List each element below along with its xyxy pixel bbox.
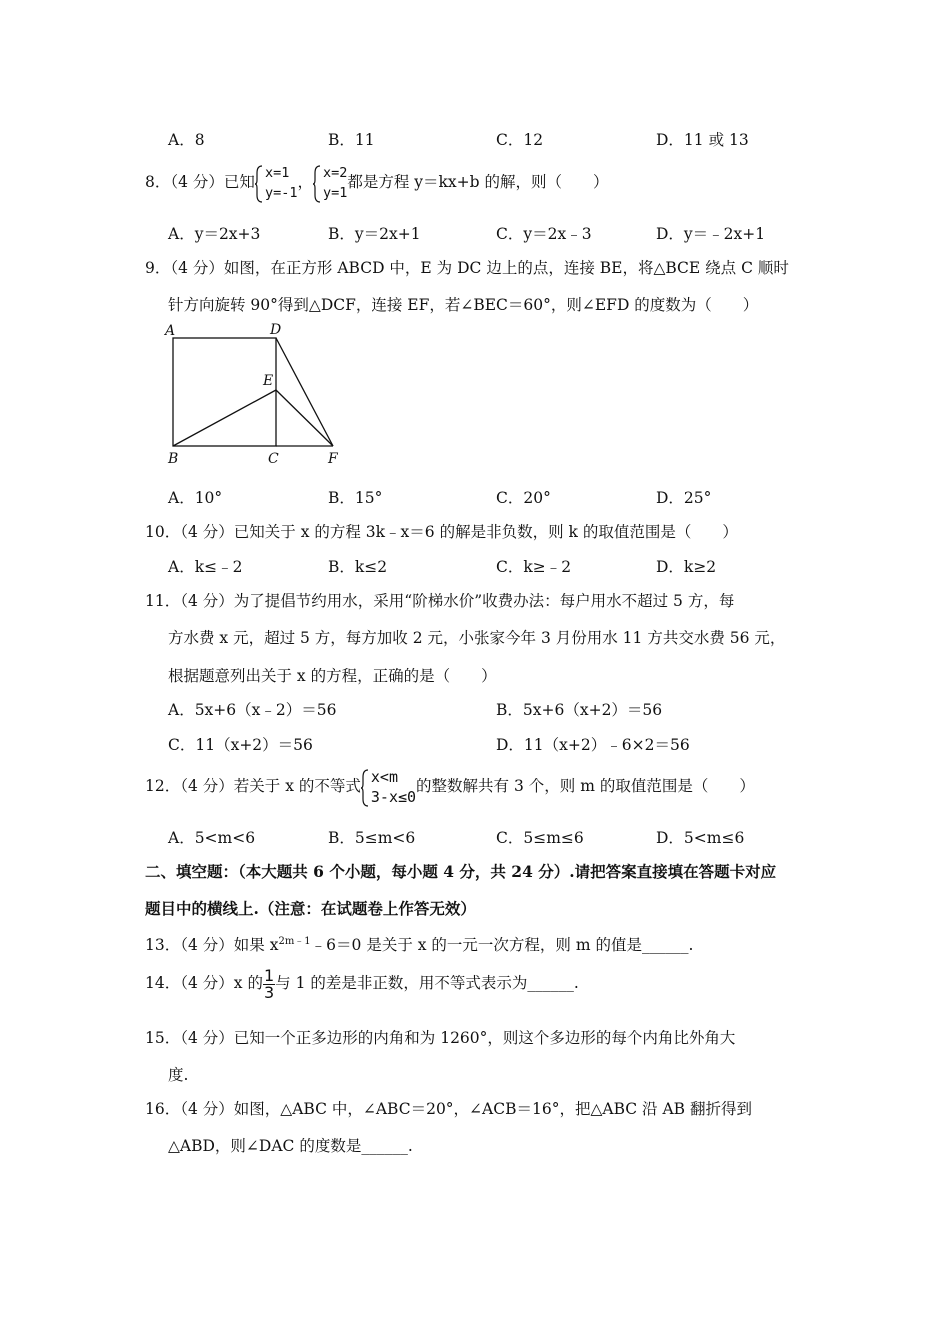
q13-text-b: ﹣6＝0 是关于 x 的一元一次方程，则 m 的值是______. [310, 936, 694, 955]
q16-line2: △ABD，则∠DAC 的度数是______. [168, 1137, 413, 1155]
label-f: F [328, 451, 338, 467]
label-d: D [270, 322, 282, 338]
q7-option-b: B．11 [328, 131, 375, 149]
q10-option-c: C．k≥﹣2 [496, 558, 572, 576]
q11-line2: 方水费 x 元，超过 5 方，每方加收 2 元，小张家今年 3 月份用水 11 方共交水费 56 元， [168, 629, 786, 647]
q13-number: 13． [145, 936, 181, 955]
q12-option-b: B．5≤m<6 [328, 829, 416, 847]
q9-option-b: B．15° [328, 489, 383, 507]
q8-option-c: C．y＝2x﹣3 [496, 225, 592, 243]
q8-option-b: B．y＝2x+1 [328, 225, 421, 243]
q14-text-a: x 的 [233, 974, 263, 992]
q12-option-d: D．5<m≤6 [656, 829, 745, 847]
left-brace-icon [255, 165, 263, 203]
segment-be [173, 390, 276, 446]
q13-text-a: 如果 x [233, 936, 279, 955]
q12-option-a: A．5<m<6 [168, 829, 256, 847]
q13-exponent: 2m﹣1 [278, 936, 311, 947]
label-b: B [168, 451, 179, 467]
q9-line1 [145, 256, 789, 278]
q12-text-before: 若关于 x 的不等式 [233, 777, 361, 795]
q15-line2: 度. [168, 1066, 189, 1084]
q16-line1 [145, 1097, 752, 1119]
q10-option-a: A．k≤﹣2 [168, 558, 243, 576]
q9-option-a: A．10° [168, 489, 223, 507]
q12-number: 12． [145, 777, 181, 795]
q14-fraction [263, 965, 275, 1002]
q10-option-b: B．k≤2 [328, 558, 388, 576]
q8-sys2-eq1: x=2 [322, 165, 348, 181]
q16-text-1: 如图，△ABC 中，∠ABC＝20°，∠ACB＝16°，把△ABC 沿 AB 翻折得到 [233, 1100, 752, 1118]
q8-sys1-eq2: y=-1 [264, 185, 298, 201]
q8-system-2 [313, 163, 347, 203]
q8-option-a: A．y＝2x+3 [168, 225, 261, 243]
q12-text-after: 的整数解共有 3 个，则 m 的取值范围是（ ） [416, 777, 755, 795]
q11-option-b: B．5x+6（x+2）＝56 [496, 701, 663, 719]
q12-sys-ineq2: 3-x≤0 [370, 788, 417, 806]
q14-number: 14． [145, 974, 181, 992]
q7-option-c: C．12 [496, 131, 544, 149]
q10-number: 10． [145, 523, 181, 541]
q12-option-c: C．5≤m≤6 [496, 829, 584, 847]
section2-heading-line2: 题目中的横线上.（注意：在试题卷上作答无效） [145, 899, 476, 918]
q13-score: （4 分） [180, 936, 234, 955]
q8-score: （4 分） [170, 173, 224, 191]
q15-number: 15． [145, 1029, 181, 1047]
q11-option-d: D．11（x+2）﹣6×2＝56 [496, 736, 690, 754]
q14-frac-num: 1 [263, 965, 275, 985]
q7-option-a: A．8 [168, 131, 205, 149]
left-brace-icon [313, 165, 321, 203]
q9-text-1: 如图，在正方形 ABCD 中，E 为 DC 边上的点，连接 BE，将△BCE 绕点 C 顺时 [223, 259, 789, 277]
q12-sys-ineq1: x<m [370, 768, 398, 786]
q8-number: 8． [145, 173, 171, 191]
q10-text: 已知关于 x 的方程 3k﹣x＝6 的解是非负数，则 k 的取值范围是（ ） [233, 523, 738, 541]
segment-ef [276, 390, 333, 446]
q16-score: （4 分） [180, 1100, 234, 1118]
q8-text-before: 已知 [223, 173, 255, 191]
segment-df [276, 338, 333, 446]
q10-score: （4 分） [180, 523, 234, 541]
q11-score: （4 分） [180, 592, 234, 610]
square-abcd [173, 338, 276, 446]
q12-score: （4 分） [180, 777, 234, 795]
label-a: A [165, 323, 176, 339]
q8-sys1-eq1: x=1 [264, 165, 290, 181]
q15-score: （4 分） [180, 1029, 234, 1047]
q7-option-d: D．11 或 13 [656, 131, 749, 149]
q11-text-1: 为了提倡节约用水，采用“阶梯水价”收费办法：每户用水不超过 5 方，每 [233, 592, 735, 610]
q10-option-d: D．k≥2 [656, 558, 717, 576]
q8-text-after: 都是方程 y＝kx+b 的解，则（ ） [347, 173, 609, 191]
q13-stem [145, 932, 693, 955]
q14-stem [145, 960, 579, 1006]
q11-option-c: C．11（x+2）＝56 [168, 736, 313, 754]
q11-line3: 根据题意列出关于 x 的方程，正确的是（ ） [168, 667, 497, 685]
q8-stem [145, 160, 609, 204]
q11-line1 [145, 589, 734, 611]
q12-stem [145, 764, 755, 808]
q14-score: （4 分） [180, 974, 234, 992]
q15-line1 [145, 1026, 735, 1048]
q12-inequality-system [361, 767, 416, 807]
q11-number: 11． [145, 592, 181, 610]
q9-number: 9． [145, 259, 171, 277]
label-e: E [263, 373, 274, 389]
q8-system-1 [255, 163, 298, 203]
q16-number: 16． [145, 1100, 181, 1118]
q10-stem [145, 520, 738, 542]
section2-heading-line1: 二、填空题：（本大题共 6 个小题，每小题 4 分，共 24 分）.请把答案直接填在答题卡对应 [145, 862, 777, 881]
q15-text-1: 已知一个正多边形的内角和为 1260°，则这个多边形的每个内角比外角大 [233, 1029, 736, 1047]
q9-figure [160, 318, 360, 468]
q9-score: （4 分） [170, 259, 224, 277]
left-brace-icon [361, 769, 369, 807]
q9-option-d: D．25° [656, 489, 712, 507]
q8-sep: ， [297, 173, 313, 191]
q9-line2: 针方向旋转 90°得到△DCF，连接 EF，若∠BEC＝60°，则∠EFD 的度数为（ ） [168, 296, 759, 314]
q14-text-b: 与 1 的差是非正数，用不等式表示为______. [275, 974, 579, 992]
label-c: C [268, 451, 279, 467]
q8-option-d: D．y＝﹣2x+1 [656, 225, 766, 243]
q11-option-a: A．5x+6（x﹣2）＝56 [168, 701, 337, 719]
q14-frac-den: 3 [263, 982, 275, 1002]
q8-sys2-eq2: y=1 [322, 185, 348, 201]
q9-option-c: C．20° [496, 489, 551, 507]
